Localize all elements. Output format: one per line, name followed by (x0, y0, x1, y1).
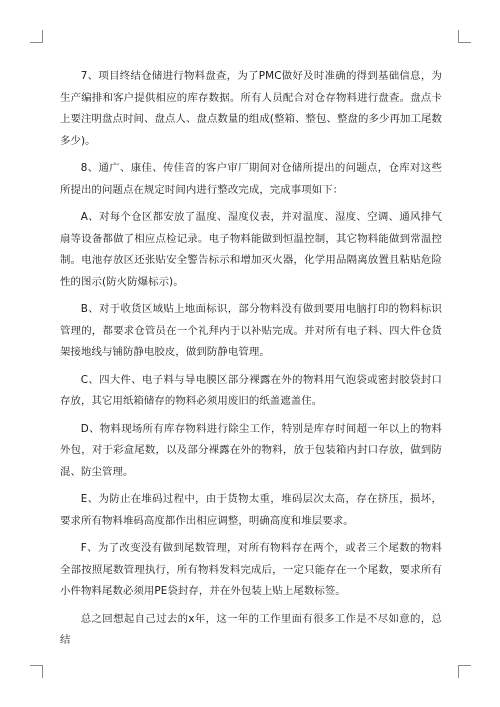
paragraph-e-stacking: E、为防止在堆码过程中，由于货物太重，堆码层次太高，存在挤压，损坏，要求所有物料堆码高度都作出相应调整，明确高度和堆层要求。 (60, 493, 442, 527)
paragraph-a-environment: A、对每个仓区都安放了温度、湿度仪表，并对温度、湿度、空调、通风排气扇等设备都做了相应点检记录。电子物料能做到恒温控制，其它物料能做到常温控制。电池存放区还张贴安全警告标示和增加灭火器，化学用品隔离放置且粘贴危险性的图示(防火防爆标示)。 (60, 211, 442, 288)
paragraph-f-remainder: F、为了改变没有做到尾数管理，对所有物料存在两个，或者三个尾数的物料全部按照尾数管理执行，所有物料发料完成后，一定只能存在一个尾数，要求所有小件物料尾数必须用PE袋封存，并在外包装上贴上尾数标签。 (60, 542, 442, 597)
paragraph-b-labeling: B、对于收货区域贴上地面标识，部分物料没有做到要用电脑打印的物料标识管理的，都要求仓管员在一个礼拜内于以补贴完成。并对所有电子料、四大件仓货架接地线与铺防静电胶皮，做到防静电管理。 (60, 303, 442, 358)
paragraph-c-sealing: C、四大件、电子料与导电膜区部分裸露在外的物料用气泡袋或密封胶袋封口存放，其它用纸箱储存的物料必须用废旧的纸盖遮盖住。 (60, 373, 442, 407)
crop-mark-bottom-right (458, 665, 471, 678)
crop-mark-bottom-left (30, 665, 43, 678)
paragraph-d-dust: D、物料现场所有库存物料进行除尘工作，特别是库存时间超一年以上的物料外包，对于彩盒尾数，以及部分裸露在外的物料，放于包装箱内封口存放，做到防混、防尘管理。 (60, 422, 442, 478)
paragraph-item-7-inventory: 7、项目终结仓储进行物料盘查，为了PMC做好及时准确的得到基础信息，为生产编排和客户提供相应的库存数据。所有人员配合对仓存物料进行盘查。盘点卡上要注明盘点时间、盘点人、盘点数量的组成(整箱、整包、整盘的多少再加工尾数多少)。 (60, 70, 442, 147)
crop-mark-top-right (458, 30, 471, 43)
crop-mark-top-left (30, 30, 43, 43)
paragraph-item-8-audit: 8、通广、康佳、传佳音的客户审厂期间对仓储所提出的问题点，仓库对这些所提出的问题点在规定时间内进行整改完成，完成事项如下： (60, 162, 442, 196)
document-body (60, 66, 442, 658)
paragraph-summary: 总之回想起自己过去的x年，这一年的工作里面有很多工作是不尽如意的，总结 (60, 612, 442, 646)
